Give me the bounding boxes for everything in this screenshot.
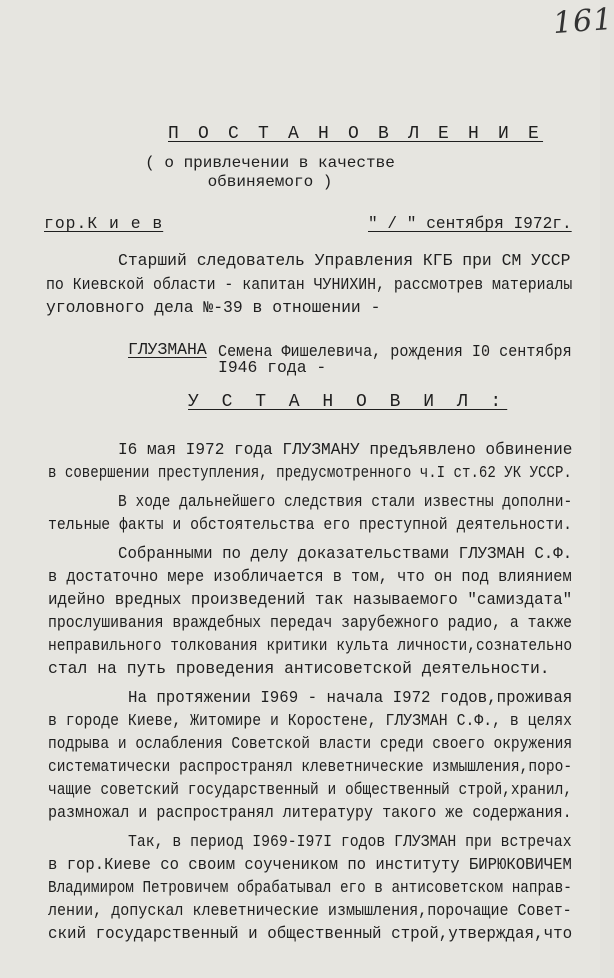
body-line: прослушивания враждебных передач зарубежного радио, а также [48, 613, 573, 632]
body-line: стал на путь проведения антисоветской деятельности. [48, 659, 550, 678]
subject-surname: ГЛУЗМАНА [128, 340, 207, 359]
body-line: Собранными по делу доказательствами ГЛУЗМАН С.Ф. [118, 544, 573, 563]
body-line: в совершении преступления, предусмотренного ч.I ст.62 УК УССР. [48, 463, 572, 482]
intro-line: по Киевской области - капитан ЧУНИХИН, рассмотрев материалы [46, 275, 573, 294]
date: " / " сентября I972г. [368, 214, 572, 233]
document-subtitle: обвиняемого ) [207, 173, 333, 191]
subject-details: Семена Фишелевича, рождения I0 сентября [218, 342, 572, 361]
body-line: неправильного толкования критики культа личности,сознательно [48, 636, 573, 655]
body-line: ский государственный и общественный строй,утверждая,что [48, 924, 573, 943]
body-line: идейно вредных произведений так называемого "самиздата" [48, 590, 573, 609]
page-number: 161 [551, 1, 614, 42]
body-line: лении, допускал клеветнические измышления,порочащие Совет- [48, 901, 572, 920]
body-line: подрыва и ослабления Советской власти среди своего окружения [48, 734, 573, 753]
body-line: I6 мая I972 года ГЛУЗМАНУ предъявлено обвинение [118, 440, 573, 459]
body-line: систематически распространял клеветнические измышления,поро- [48, 757, 573, 776]
body-line: размножал и распространял литературу такого же содержания. [48, 803, 572, 822]
section-heading: У С Т А Н О В И Л : [188, 392, 508, 412]
body-line: Так, в период I969-I97I годов ГЛУЗМАН при встречах [128, 832, 572, 851]
document-title: П О С Т А Н О В Л Е Н И Е [168, 124, 544, 144]
body-line: в достаточно мере изобличается в том, что он под влиянием [48, 567, 572, 586]
body-line: в городе Киеве, Житомире и Коростене, ГЛУЗМАН С.Ф., в целях [48, 711, 573, 730]
intro-line: Старший следователь Управления КГБ при СМ УССР [118, 251, 571, 270]
city: гор.К и е в [44, 214, 164, 233]
subject-birth-year: I946 года - [218, 358, 327, 377]
body-line: Владимиром Петровичем обрабатывал его в антисоветском направ- [48, 878, 572, 897]
body-line: в гор.Киеве со своим соучеником по институту БИРЮКОВИЧЕМ [48, 855, 572, 874]
body-line: тельные факты и обстоятельства его преступной деятельности. [48, 515, 573, 534]
body-line: В ходе дальнейшего следствия стали известны дополни- [118, 492, 573, 511]
document-subtitle: ( о привлечении в качестве [145, 154, 395, 172]
body-line: На протяжении I969 - начала I972 годов,проживая [128, 688, 573, 707]
intro-line: уголовного дела №-39 в отношении - [46, 298, 381, 317]
body-line: чащие советский государственный и общественный строй,хранил, [48, 780, 573, 799]
